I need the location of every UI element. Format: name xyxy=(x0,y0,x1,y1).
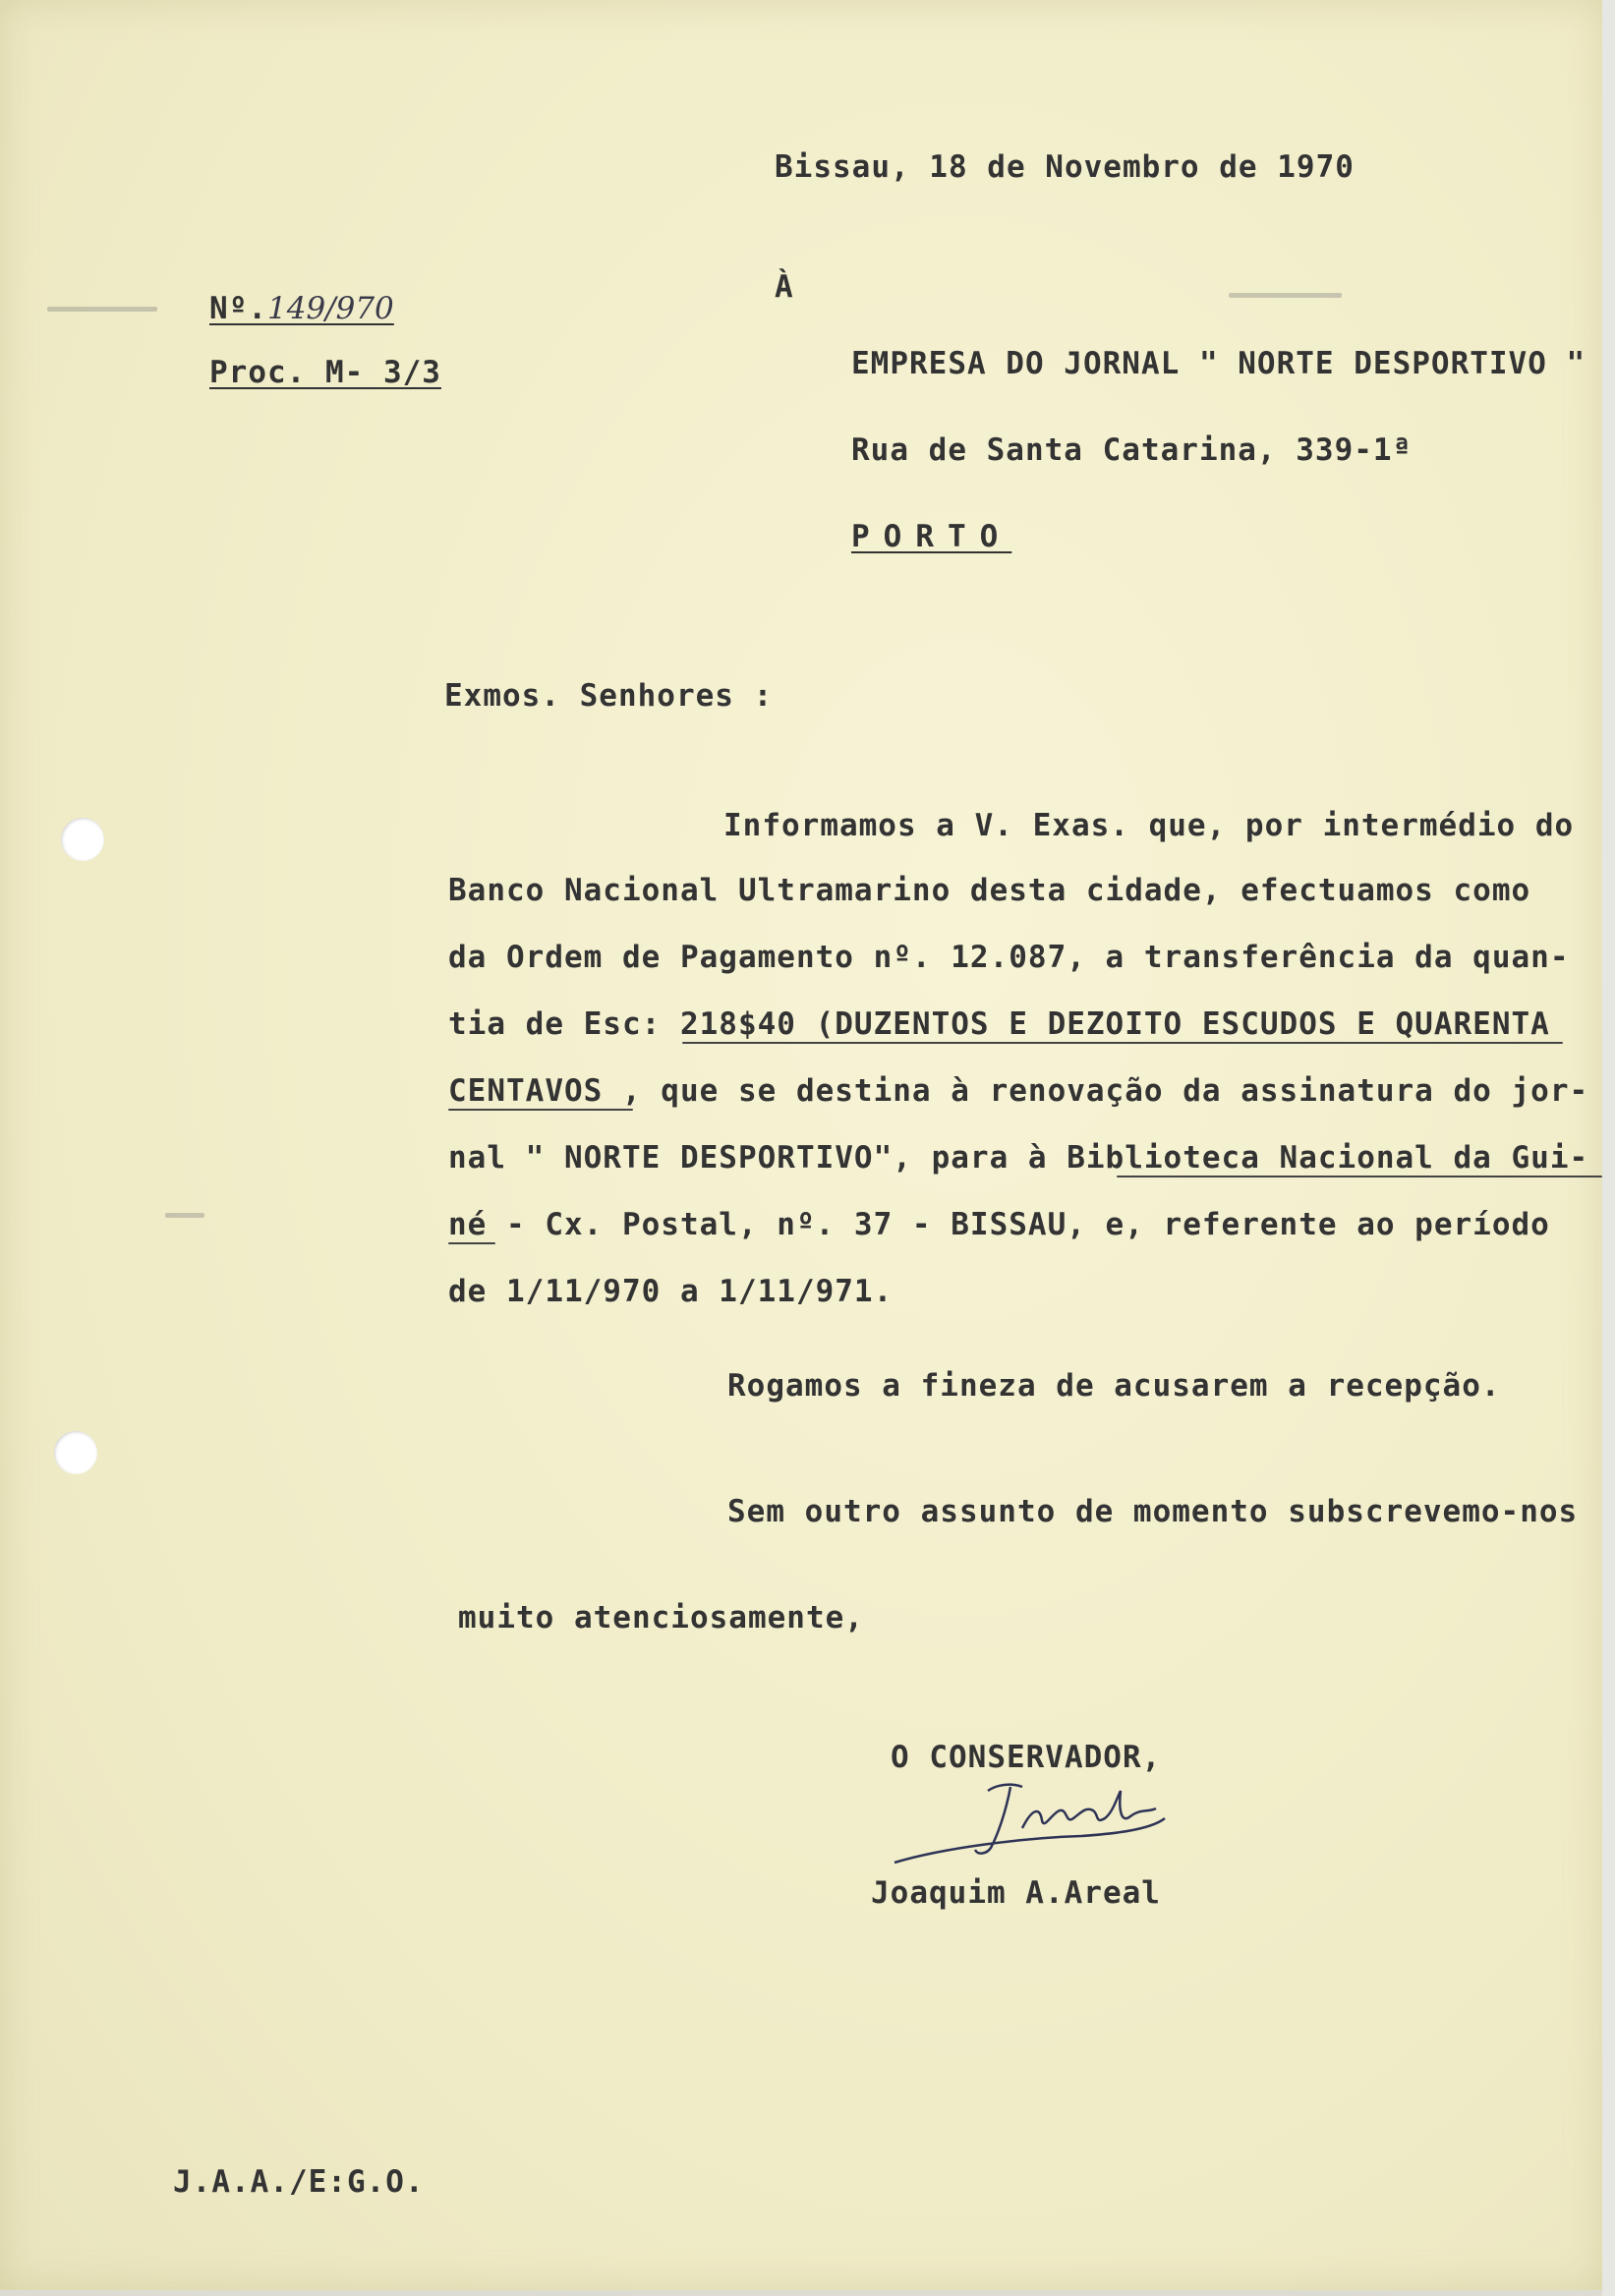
reference-number xyxy=(209,291,394,326)
body-line: Informamos a V. Exas. que, por intermédio do xyxy=(723,808,1575,843)
reference-number-prefix: Nº. xyxy=(209,291,267,326)
place-date: Bissau, 18 de Novembro de 1970 xyxy=(775,149,1355,185)
recipient-city: PORTO xyxy=(851,519,1012,554)
underline-guine xyxy=(448,1242,495,1244)
body-line: nal " NORTE DESPORTIVO", para à Biblioteca Nacional da Gui- xyxy=(448,1140,1589,1176)
reference-number-value: 149/970 xyxy=(267,291,394,326)
margin-mark xyxy=(47,307,157,312)
underline-amount xyxy=(682,1042,1563,1044)
body-line: né - Cx. Postal, nº. 37 - BISSAU, e, referente ao período xyxy=(448,1207,1550,1242)
margin-mark xyxy=(165,1213,204,1218)
salutation: Exmos. Senhores : xyxy=(444,678,774,714)
punch-hole-top xyxy=(61,818,104,861)
closing-line: Sem outro assunto de momento subscrevemo-nos xyxy=(727,1494,1579,1529)
body-line: tia de Esc: 218$40 (DUZENTOS E DEZOITO ESCUDOS E QUARENTA xyxy=(448,1006,1550,1042)
typist-initials: J.A.A./E:G.O. xyxy=(173,2164,425,2200)
scan-edge xyxy=(1602,0,1615,2296)
margin-mark xyxy=(1229,293,1342,298)
underline-biblioteca xyxy=(1117,1176,1602,1177)
to-prefix: À xyxy=(775,269,794,305)
body-line: de 1/11/970 a 1/11/971. xyxy=(448,1274,894,1309)
recipient-line1: EMPRESA DO JORNAL " NORTE DESPORTIVO " xyxy=(851,346,1586,381)
request-line: Rogamos a fineza de acusarem a recepção. xyxy=(727,1368,1501,1404)
signatory-title: O CONSERVADOR, xyxy=(891,1740,1162,1775)
closing-phrase: muito atenciosamente, xyxy=(458,1600,864,1636)
signatory-name: Joaquim A.Areal xyxy=(871,1875,1161,1911)
body-line: Banco Nacional Ultramarino desta cidade, efectuamos como xyxy=(448,873,1531,908)
punch-hole-bottom xyxy=(54,1431,97,1474)
recipient-line2: Rua de Santa Catarina, 339-1ª xyxy=(851,432,1413,468)
body-line: CENTAVOS , que se destina à renovação da assinatura do jor- xyxy=(448,1073,1589,1109)
underline-centavos xyxy=(448,1109,633,1111)
body-line: da Ordem de Pagamento nº. 12.087, a transferência da quan- xyxy=(448,940,1570,975)
handwritten-signature xyxy=(885,1769,1180,1877)
process-reference: Proc. M- 3/3 xyxy=(209,355,441,390)
